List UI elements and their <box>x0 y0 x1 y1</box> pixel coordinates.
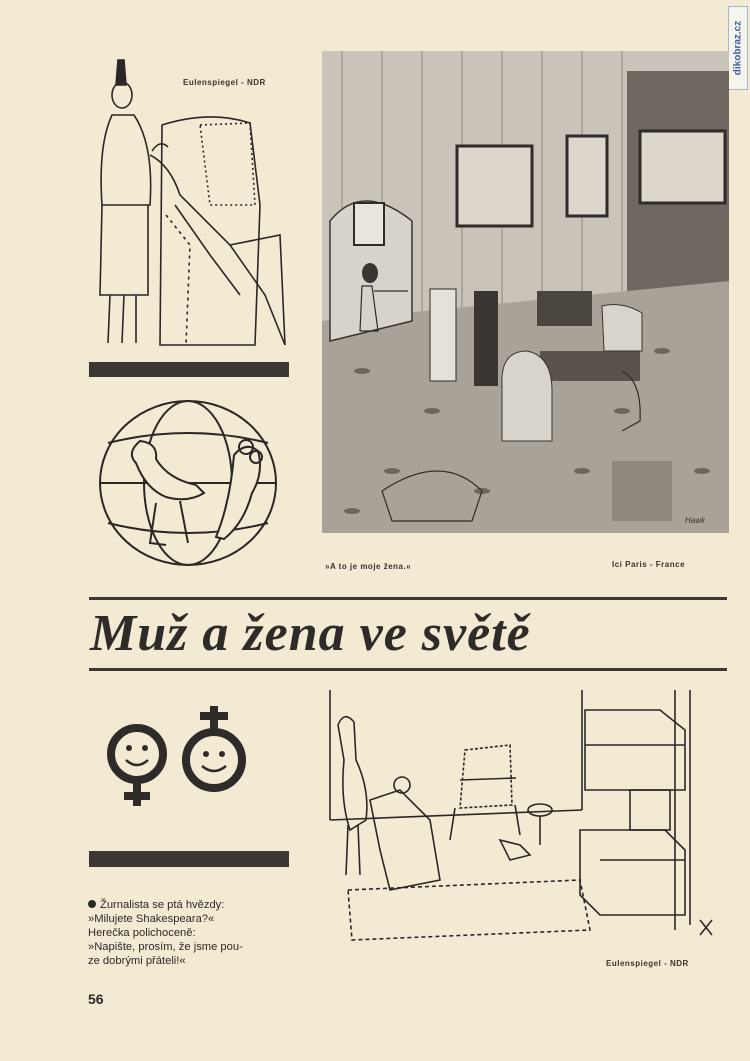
cartoon2-signature: Hawk <box>685 516 706 525</box>
cartoon3-illustration <box>330 690 716 945</box>
cartoon2-illustration <box>322 51 729 533</box>
title-rule-top <box>89 597 727 600</box>
joke-line-5: ze dobrými přáteli!« <box>88 955 186 967</box>
cartoon2-credit: Ici Paris - France <box>612 560 686 569</box>
bullet-icon <box>88 900 96 908</box>
joke-line-1: Žurnalista se ptá hvězdy: <box>88 898 294 912</box>
joke-line-4: »Napište, prosím, že jsme pou- <box>88 941 243 953</box>
page-number: 56 <box>88 991 104 1007</box>
cartoon1-illustration <box>90 55 290 350</box>
cartoon3-credit: Eulenspiegel - NDR <box>606 959 689 968</box>
watermark-text: dikobraz.cz <box>732 20 744 76</box>
separator-bar-2 <box>89 851 289 867</box>
cartoon1-credit: Eulenspiegel - NDR <box>183 78 266 87</box>
gender-smiley-icon <box>102 702 252 812</box>
joke-line-3: Herečka polichoceně: <box>88 927 196 939</box>
page-title: Muž a žena ve světě <box>90 605 531 662</box>
joke-line-2: »Milujete Shakespeara?« <box>88 913 215 925</box>
separator-bar <box>89 362 289 377</box>
globe-illustration <box>96 393 284 571</box>
title-rule-bottom <box>89 668 727 671</box>
joke-text <box>88 898 294 968</box>
watermark-badge <box>728 6 748 90</box>
cartoon2-caption: »A to je moje žena.« <box>325 562 412 571</box>
